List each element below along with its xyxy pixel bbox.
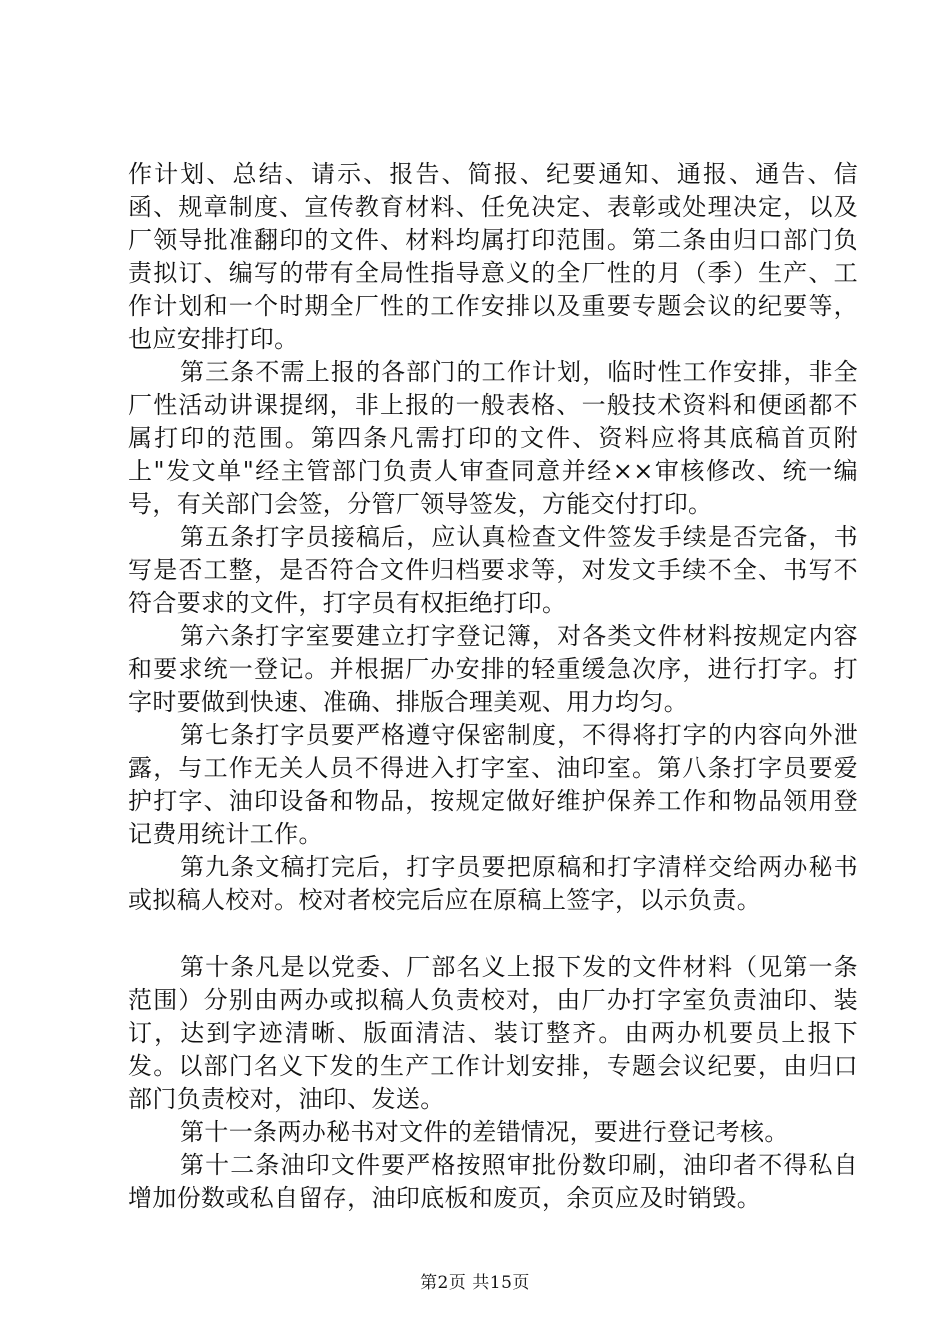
paragraph-article-10: 第十条凡是以党委、厂部名义上报下发的文件材料（见第一条范围）分别由两办或拟稿人负责校对，由厂办打字室负责油印、装订，达到字迹清晰、版面清洁、装订整齐。由两办机要员上报下发。以部门名义下发的生产工作计划安排，专题会议纪要，由归口部门负责校对，油印、发送。 bbox=[128, 953, 858, 1113]
paragraph-article-7-8: 第七条打字员要严格遵守保密制度，不得将打字的内容向外泄露，与工作无关人员不得进入打字室、油印室。第八条打字员要爱护打字、油印设备和物品，按规定做好维护保养工作和物品领用登记费用统计工作。 bbox=[128, 721, 858, 848]
paragraph-article-6: 第六条打字室要建立打字登记簿，对各类文件材料按规定内容和要求统一登记。并根据厂办安排的轻重缓急次序，进行打字。打字时要做到快速、准确、排版合理美观、用力均匀。 bbox=[128, 622, 858, 716]
paragraph-article-3-4: 第三条不需上报的各部门的工作计划，临时性工作安排，非全厂性活动讲课提纲，非上报的一般表格、一般技术资料和便函都不属打印的范围。第四条凡需打印的文件、资料应将其底稿首页附上"发文单"经主管部门负责人审查同意并经××审核修改、统一编号，有关部门会签，分管厂领导签发，方能交付打印。 bbox=[128, 358, 858, 518]
page-number-footer: 第2页 共15页 bbox=[420, 1273, 530, 1293]
paragraph-article-12: 第十二条油印文件要严格按照审批份数印刷，油印者不得私自增加份数或私自留存，油印底板和废页，余页应及时销毁。 bbox=[128, 1151, 858, 1212]
document-body bbox=[128, 158, 858, 1215]
paragraph-article-5: 第五条打字员接稿后，应认真检查文件签发手续是否完备，书写是否工整，是否符合文件归档要求等，对发文手续不全、书写不符合要求的文件，打字员有权拒绝打印。 bbox=[128, 523, 858, 617]
paragraph-article-11: 第十一条两办秘书对文件的差错情况，要进行登记考核。 bbox=[180, 1118, 789, 1146]
paragraph-work-plan-continued: 作计划、总结、请示、报告、简报、纪要通知、通报、通告、信函、规章制度、宣传教育材料、任免决定、表彰或处理决定，以及厂领导批准翻印的文件、材料均属打印范围。第二条由归口部门负责拟订、编写的带有全局性指导意义的全厂性的月（季）生产、工作计划和一个时期全厂性的工作安排以及重要专题会议的纪要等，也应安排打印。 bbox=[128, 160, 858, 353]
paragraph-article-9: 第九条文稿打完后，打字员要把原稿和打字清样交给两办秘书或拟稿人校对。校对者校完后应在原稿上签字，以示负责。 bbox=[128, 853, 858, 914]
